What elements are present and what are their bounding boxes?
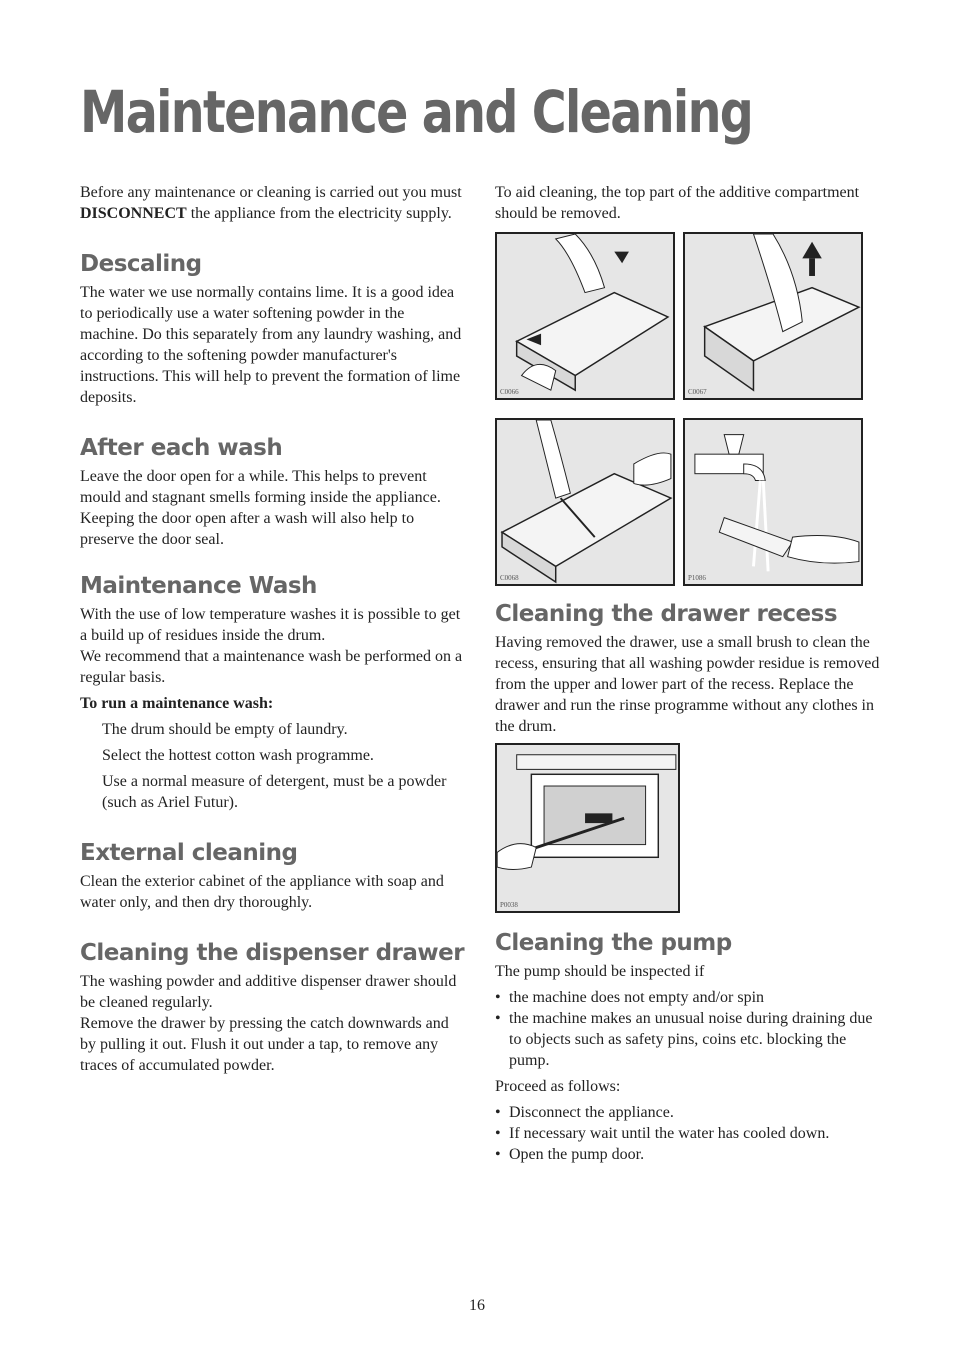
descaling-section	[80, 250, 466, 408]
after-wash-section	[80, 434, 466, 550]
external-cleaning-text: Clean the exterior cabinet of the appliance with soap and water only, and then dry thoroughly.	[80, 873, 444, 911]
pump-heading: Cleaning the pump	[495, 930, 732, 956]
tap-rinse-illustration	[685, 420, 861, 584]
list-item: • the machine does not empty and/or spin	[495, 989, 765, 1006]
pump-intro: The pump should be inspected if	[495, 963, 705, 980]
right-intro: To aid cleaning, the top part of the additive compartment should be removed.	[495, 184, 860, 222]
page-number: 16	[469, 1297, 485, 1314]
external-cleaning-section	[80, 839, 466, 913]
dispenser-heading: Cleaning the dispenser drawer	[80, 940, 465, 966]
drawer-recess-section	[495, 600, 885, 913]
maintenance-wash-text-1: With the use of low temperature washes it is possible to get a build up of residues inside the drum.	[80, 606, 461, 644]
intro-text: Before any maintenance or cleaning is carried out you must	[80, 184, 462, 201]
drawer-brush-illustration	[497, 420, 673, 584]
list-item: • If necessary wait until the water has cooled down.	[495, 1125, 830, 1142]
drawer-recess-text: Having removed the drawer, use a small brush to clean the recess, ensuring that all washing powder residue is removed from the upper and lower part of the recess. Replace the drawer and run the rinse programme without any clothes in the drum.	[495, 634, 880, 735]
figure-code: P0038	[500, 901, 518, 909]
pump-proceed: Proceed as follows:	[495, 1078, 621, 1095]
figure-code: P1086	[688, 574, 706, 582]
descaling-heading: Descaling	[80, 251, 202, 277]
intro-text-end: the appliance from the electricity supply.	[186, 205, 452, 222]
left-column	[80, 182, 466, 1076]
figure-code: C0067	[688, 388, 707, 396]
list-item-text: If necessary wait until the water has cooled down.	[509, 1125, 830, 1142]
maintenance-step: Select the hottest cotton wash programme.	[102, 747, 374, 764]
pump-steps-list	[495, 1102, 885, 1165]
maintenance-step: The drum should be empty of laundry.	[102, 721, 348, 738]
drawer-recess-heading: Cleaning the drawer recess	[495, 601, 838, 627]
drawer-removal-figure	[495, 232, 675, 400]
pump-section	[495, 929, 885, 1165]
external-cleaning-heading: External cleaning	[80, 840, 298, 866]
list-item: • Disconnect the appliance.	[495, 1104, 674, 1121]
dispenser-text-2: Remove the drawer by pressing the catch downwards and by pulling it out. Flush it out under a tap, to remove any traces of accumulated powder.	[80, 1015, 449, 1074]
dispenser-section	[80, 939, 466, 1076]
maintenance-wash-heading: Maintenance Wash	[80, 573, 317, 599]
descaling-text: The water we use normally contains lime. It is a good idea to periodically use a water softening powder in the machine. Do this separately from any laundry washing, and according to the softening powder manufacturer's instructions. This will help to prevent the formation of lime deposits.	[80, 284, 462, 406]
drawer-removal-illustration	[497, 234, 673, 398]
figure-code: C0068	[500, 574, 519, 582]
figure-code: C0066	[500, 388, 519, 396]
recess-brush-figure	[495, 743, 680, 913]
pump-conditions-list	[495, 987, 885, 1071]
figure-row-1	[495, 232, 885, 400]
drawer-brush-figure	[495, 418, 675, 586]
maintenance-step: Use a normal measure of detergent, must be a powder (such as Ariel Futur).	[102, 773, 447, 811]
list-item-text: the machine does not empty and/or spin	[509, 989, 765, 1006]
recess-brush-illustration	[497, 745, 678, 911]
dispenser-text-1: The washing powder and additive dispenser drawer should be cleaned regularly.	[80, 973, 457, 1011]
figure-row-2	[495, 418, 885, 586]
maintenance-wash-text-2: We recommend that a maintenance wash be performed on a regular basis.	[80, 648, 463, 686]
tap-rinse-figure	[683, 418, 863, 586]
right-column	[495, 182, 885, 1165]
maintenance-wash-section	[80, 572, 466, 813]
maintenance-wash-subheading: To run a maintenance wash:	[80, 695, 274, 712]
list-item-text: Disconnect the appliance.	[509, 1104, 674, 1121]
compartment-lift-illustration	[685, 234, 861, 398]
intro-paragraph	[80, 182, 466, 224]
compartment-lift-figure	[683, 232, 863, 400]
after-wash-heading: After each wash	[80, 435, 283, 461]
after-wash-text: Leave the door open for a while. This helps to prevent mould and stagnant smells forming inside the appliance. Keeping the door open after a wash will also help to preserve the door seal.	[80, 468, 441, 548]
list-item-text: Open the pump door.	[509, 1146, 645, 1163]
page-title: Maintenance and Cleaning	[80, 78, 753, 146]
list-item: • the machine makes an unusual noise during draining due to objects such as safety pins, coins etc. blocking the pump.	[495, 1010, 873, 1069]
disconnect-emphasis: DISCONNECT	[80, 205, 187, 222]
list-item: • Open the pump door.	[495, 1146, 645, 1163]
list-item-text: the machine makes an unusual noise during draining due to objects such as safety pins, coins etc. blocking the pump.	[509, 1010, 873, 1069]
